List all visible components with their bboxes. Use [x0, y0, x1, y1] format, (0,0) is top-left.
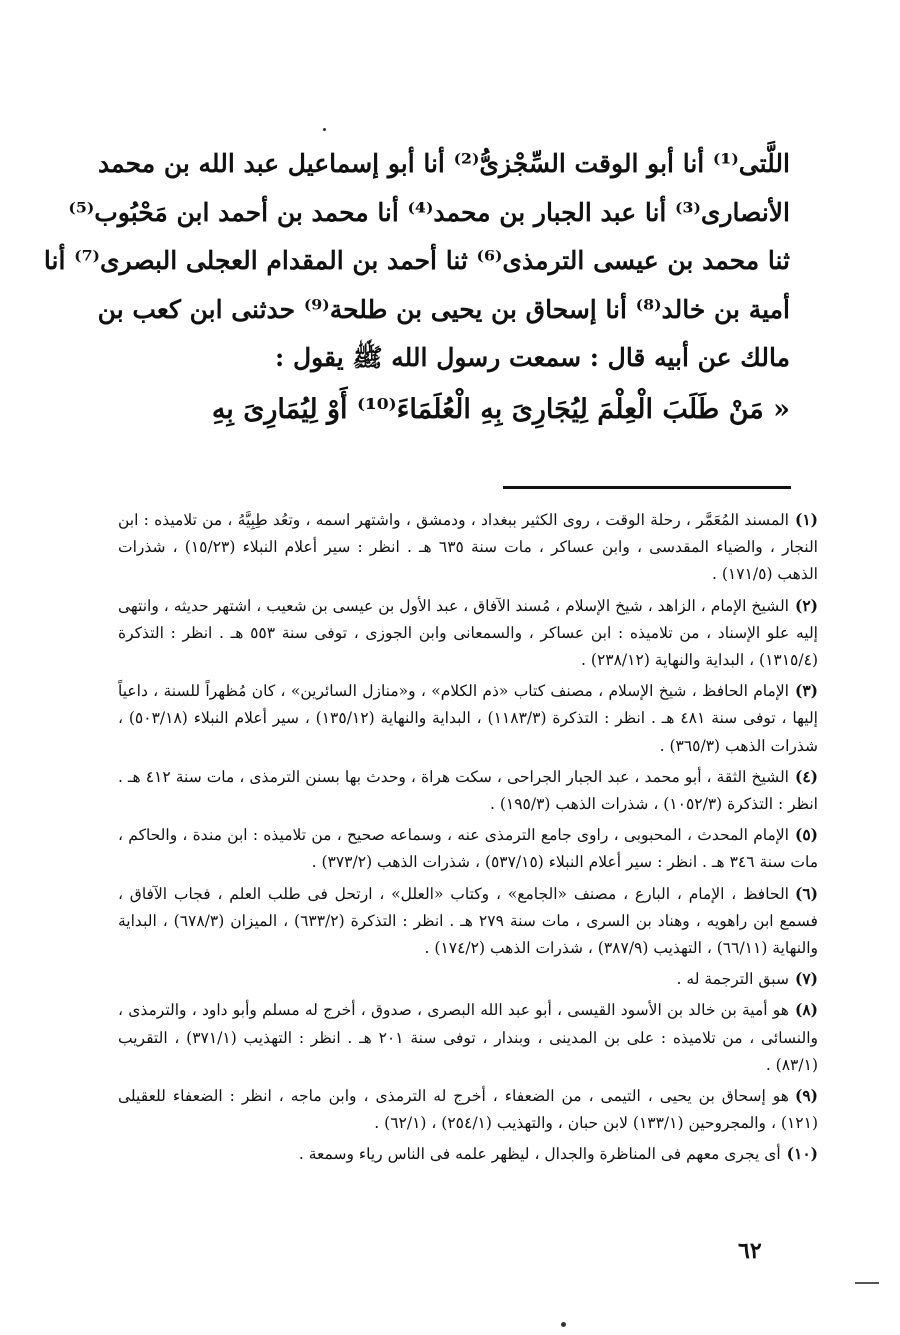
- footnote-4: [118, 763, 818, 818]
- scan-edge-mark: [855, 1282, 879, 1284]
- main-text-line: ثنا محمد بن عيسى الترمذى⁽⁶⁾ ثنا أحمد بن المقدام العجلى البصرى⁽⁷⁾ أنا: [43, 246, 790, 276]
- footnote-number: (٥): [794, 825, 818, 845]
- main-text-block: [43, 140, 790, 437]
- footnote-number: (٦): [794, 883, 818, 903]
- scan-speck: [561, 1322, 566, 1327]
- footnote-number: (١٠): [786, 1144, 818, 1164]
- main-text-line: مالك عن أبيه قال : سمعت رسول الله ﷺ يقول :: [275, 343, 790, 373]
- main-text-line: الأنصارى⁽³⁾ أنا عبد الجبار بن محمد⁽⁴⁾ أنا محمد بن أحمد ابن مَحْبُوب⁽⁵⁾: [68, 197, 790, 227]
- footnote-6: [118, 880, 818, 963]
- footnote-text: الحافظ ، الإمام ، البارع ، مصنف «الجامع» ، وكتاب «العلل» ، ارتحل فى طلب العلم ، فجاب الآفاق ، فسمع ابن راهويه ، وهناد بن السرى ، مات سنة ٢٧٩ هـ . انظر : التذكرة (٦٣٣/٢) ، الميزان (٦٧٨/٣) ، البداية والنهاية (٦٦/١١) ، التهذيب (٣٨٧/٩) ، شذرات الذهب (١٧٤/٢) .: [118, 884, 818, 958]
- footnote-number: (٢): [794, 595, 818, 615]
- footnote-number: (٧): [794, 969, 818, 989]
- footnote-number: (٨): [794, 1000, 818, 1020]
- footnote-text: الإمام المحدث ، المحبوبى ، راوى جامع الترمذى عنه ، وسماعه صحيح ، من تلاميذه : ابن مندة ، والحاكم ، مات سنة ٣٤٦ هـ . انظر : سير أعلام النبلاء (٥٣٧/١٥) ، شذرات الذهب (٣٧٣/٢) .: [118, 826, 818, 872]
- footnote-text: هو أمية بن خالد بن الأسود القيسى ، أبو عبد الله البصرى ، صدوق ، أخرج له مسلم وأبو داود ، والترمذى ، والنسائى ، من تلاميذه : على بن المدينى ، وبندار ، توفى سنة ٢٠١ هـ . انظر : التهذيب (٣٧١/١) ، التقريب (٨٣/١) .: [118, 1001, 818, 1074]
- footnote-5: [118, 821, 818, 876]
- footnotes-section: [118, 506, 818, 1172]
- footnote-2: [118, 592, 818, 675]
- footnote-3: [118, 677, 818, 760]
- footnote-number: (١): [794, 510, 818, 529]
- footnote-text: المسند المُعَمَّر ، رحلة الوقت ، روى الكثير ببغداد ، ودمشق ، واشتهر اسمه ، وتعُد طِبِيَّهُ ، من تلاميذه : ابن النجار ، والضياء المقدسى ، وابن عساكر ، مات سنة ٦٣٥ هـ . انظر : سير أعلام النبلاء (١٥/٢٣) ، شذرات الذهب (١٧١/٥) .: [118, 511, 818, 584]
- footnote-text: هو إسحاق بن يحيى ، التيمى ، من الضعفاء ، أخرج له الترمذى ، وابن ماجه ، انظر : الضعفاء للعقيلى (١٢١) ، والمجروحين (١٣٣/١) لابن حبان ، والتهذيب (٢٥٤/١) ، (٦٢/١) .: [118, 1087, 818, 1133]
- footnote-number: (٤): [794, 766, 818, 786]
- main-text-line: أمية بن خالد⁽⁸⁾ أنا إسحاق بن يحيى بن طلحة⁽⁹⁾ حدثنى ابن كعب بن: [97, 294, 790, 324]
- footnote-number: (٩): [794, 1086, 818, 1106]
- footnote-1: [118, 506, 818, 589]
- footnote-text: الشيخ الإمام ، الزاهد ، شيخ الإسلام ، مُسند الآفاق ، عبد الأول بن عيسى بن شعيب ، اشتهر حديثه ، وانتهى إليه علو الإسناد ، من تلاميذه : ابن عساكر ، والسمعانى وابن الجوزى ، توفى سنة ٥٥٣ هـ . انظر : التذكرة (١٣١٥/٤) ، البداية والنهاية (٢٣٨/١٢) .: [118, 596, 818, 670]
- footnote-divider: [503, 486, 791, 489]
- footnote-text: الشيخ الثقة ، أبو محمد ، عبد الجبار الجراحى ، سكت هراة ، وحدث بها بسنن الترمذى ، مات سنة ٤١٢ هـ . انظر : التذكرة (١٠٥٢/٣) ، شذرات الذهب (١٩٥/٣) .: [118, 767, 818, 814]
- footnote-number: (٣): [794, 681, 818, 701]
- footnote-text: الإمام الحافظ ، شيخ الإسلام ، مصنف كتاب «ذم الكلام» ، و«منازل السائرين» ، كان مُظهراً للسنة ، داعياً إليها ، توفى سنة ٤٨١ هـ . انظر : التذكرة (١١٨٣/٣) ، البداية والنهاية (١٣٥/١٢) ، سير أعلام النبلاء (٥٠٣/١٨) ، شذرات الذهب (٣٦٥/٣) .: [118, 682, 818, 755]
- footnote-text: سبق الترجمة له .: [676, 970, 789, 989]
- footnote-8: [118, 996, 818, 1079]
- hadith-line: « مَنْ طَلَبَ الْعِلْمَ لِيُجَارِىَ بِهِ الْعُلَمَاءَ⁽¹⁰⁾ أَوْ لِيُمَارِىَ بِهِ: [211, 393, 790, 425]
- footnote-text: أى يجرى معهم فى المناظرة والجدال ، ليظهر علمه فى الناس رياء وسمعة .: [298, 1145, 781, 1164]
- page-number: ٦٢: [738, 1238, 762, 1264]
- footnote-9: [118, 1082, 818, 1137]
- scan-speck: [323, 128, 326, 131]
- footnote-10: [118, 1140, 818, 1168]
- main-text-line: اللَّتى⁽¹⁾ أنا أبو الوقت السِّجْزىُّ⁽²⁾ أنا أبو إسماعيل عبد الله بن محمد: [98, 149, 790, 178]
- footnote-7: [118, 965, 818, 993]
